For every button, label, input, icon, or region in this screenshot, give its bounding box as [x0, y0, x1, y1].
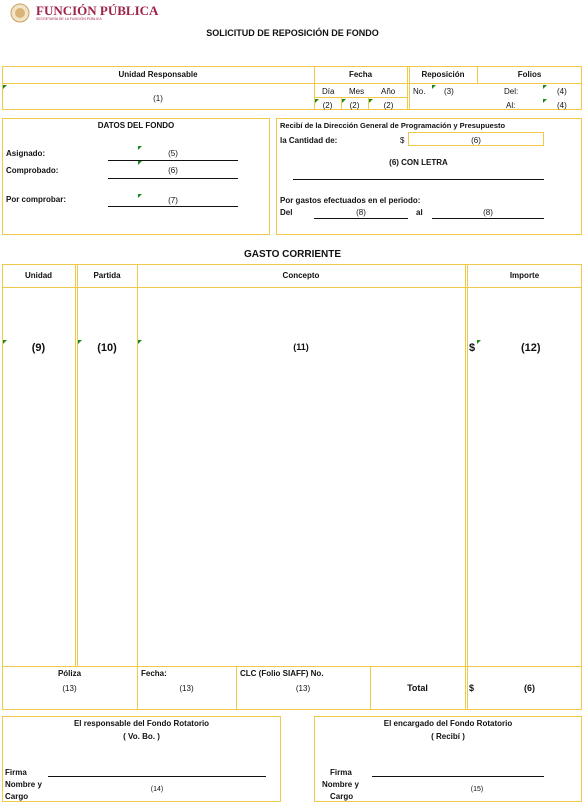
unidad-value[interactable]: (1) [153, 94, 163, 103]
no-label: No. [413, 87, 426, 96]
firma-label-right: Firma [330, 768, 352, 777]
importe-dollar: $ [469, 342, 476, 354]
clc-label: CLC (Folio SIAFF) No. [240, 669, 324, 678]
fecha-label: Fecha: [141, 669, 167, 678]
total-label: Total [407, 683, 428, 693]
unidad-value[interactable]: (9) [31, 342, 46, 354]
total-value[interactable]: (6) [524, 683, 535, 693]
total-dollar: $ [469, 683, 475, 693]
clc-value[interactable]: (13) [295, 684, 311, 693]
col-unidad-header: Unidad [24, 271, 53, 280]
concepto-value[interactable]: (11) [293, 342, 309, 352]
importe-value[interactable]: (12) [521, 342, 541, 354]
comprobado-value[interactable]: (6) [168, 166, 178, 175]
comprobado-label: Comprobado: [6, 166, 59, 175]
asignado-label: Asignado: [6, 149, 46, 158]
datos-fondo-title: DATOS DEL FONDO [97, 121, 175, 130]
fecha-header: Fecha [348, 70, 373, 79]
dia-label: Día [322, 87, 335, 96]
con-letra-value[interactable]: (6) CON LETRA [389, 158, 448, 167]
periodo-al-label: al [416, 208, 423, 217]
col-importe-header: Importe [509, 271, 540, 280]
col-partida-header: Partida [93, 271, 121, 280]
firma-responsable-title: El responsable del Fondo Rotatorio [73, 719, 210, 728]
seal-icon [10, 3, 30, 23]
recibi-title: Recibí de la Dirección General de Programación y Presupuesto [280, 121, 506, 130]
firma-encargado-title: El encargado del Fondo Rotatorio [383, 719, 513, 728]
asignado-value[interactable]: (5) [168, 149, 178, 158]
dia-value[interactable]: (2) [322, 101, 333, 110]
nombre-label-right: Nombre y [322, 780, 359, 789]
cantidad-label: la Cantidad de: [280, 136, 338, 145]
reposicion-value[interactable]: (3) [444, 87, 454, 96]
folio-del-value[interactable]: (4) [557, 87, 567, 96]
periodo-label: Por gastos efectuados en el periodo: [280, 196, 421, 205]
anio-value[interactable]: (2) [383, 101, 394, 110]
datos-fondo-box [2, 118, 270, 235]
folio-al-label: Al: [506, 101, 516, 110]
cantidad-dollar: $ [400, 136, 405, 145]
firma-responsable-sub: ( Vo. Bo. ) [123, 732, 160, 741]
gasto-table [2, 264, 582, 710]
por-comprobar-label: Por comprobar: [6, 195, 67, 204]
firma-encargado-sub: ( Recibí ) [431, 732, 465, 741]
firma-line-left[interactable] [48, 776, 266, 777]
col-concepto-header: Concepto [282, 271, 320, 280]
folio-del-label: Del: [504, 87, 519, 96]
periodo-del-value[interactable]: (8) [356, 208, 366, 217]
unidad-responsable-header: Unidad Responsable [118, 70, 198, 79]
logo-subtext: SECRETARÍA DE LA FUNCIÓN PÚBLICA [36, 17, 102, 21]
nombre-label-left: Nombre y [5, 780, 42, 789]
firma-left-value: (14) [150, 786, 164, 793]
firma-label-left: Firma [5, 768, 27, 777]
page-title: SOLICITUD DE REPOSICIÓN DE FONDO [206, 28, 379, 38]
mes-value[interactable]: (2) [349, 101, 360, 110]
fecha-value[interactable]: (13) [179, 684, 194, 693]
logo-text: FUNCIÓN PÚBLICA [36, 3, 159, 18]
folio-al-value[interactable]: (4) [557, 101, 567, 110]
folios-header: Folios [517, 70, 542, 79]
cargo-label-right: Cargo [330, 792, 354, 801]
gasto-corriente-title: GASTO CORRIENTE [243, 249, 342, 260]
cargo-label-left: Cargo [5, 792, 29, 801]
partida-value[interactable]: (10) [97, 342, 117, 354]
poliza-label: Póliza [57, 669, 82, 678]
anio-label: Año [381, 87, 396, 96]
reposicion-header: Reposición [421, 70, 465, 79]
mes-label: Mes [349, 87, 365, 96]
por-comprobar-value[interactable]: (7) [168, 196, 178, 205]
firma-right-value: (15) [470, 786, 484, 793]
logo [10, 3, 180, 25]
poliza-value[interactable]: (13) [62, 684, 77, 693]
cantidad-value: (6) [471, 136, 481, 145]
periodo-del-label: Del [280, 208, 293, 217]
periodo-al-value[interactable]: (8) [483, 208, 493, 217]
firma-line-right[interactable] [372, 776, 544, 777]
